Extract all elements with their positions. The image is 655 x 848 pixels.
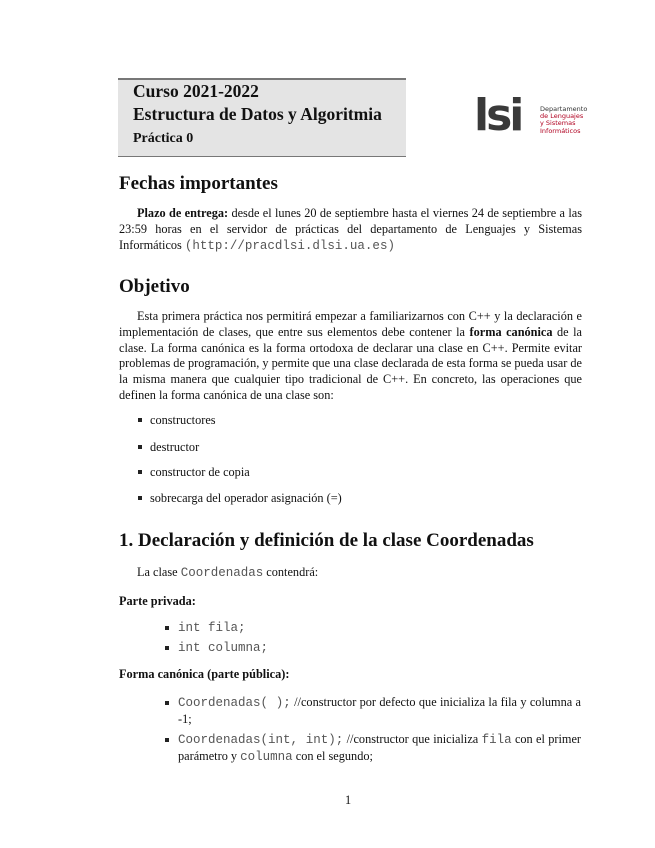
list-item: constructor de copia <box>138 465 250 480</box>
public-part-title: Forma canónica (parte pública): <box>119 667 290 681</box>
list-item: destructor <box>138 440 199 455</box>
course-year: Curso 2021-2022 <box>133 81 259 101</box>
fechas-paragraph: Plazo de entrega: desde el lunes 20 de septiembre hasta el viernes 24 de septiembre a las 23:59 horas en el servidor de prácticas del departamento de Lenguajes y Sistemas Informáticos (http://pracdlsi.dlsi.ua.es) <box>119 206 583 253</box>
subject-title: Estructura de Datos y Algoritmia <box>133 104 382 124</box>
practice-label: Práctica 0 <box>133 131 194 146</box>
objetivo-paragraph: Esta primera práctica nos permitirá empezar a familiarizarnos con C++ y la declaración e implementación de clases, que entre sus elementos debe contener la forma canónica de la clase. La forma canónica es la forma ortodoxa de declarar una clase en C++. Permite evitar problemas de programación, y permite que una clase declarada de esta forma se pueda usar de la misma manera que cualquier tipo tradicional de C++. En concreto, las operaciones que definen la forma canónica de una clase son: <box>119 309 583 402</box>
logo-caption: Departamento de Lenguajes y Sistemas Informáticos <box>540 105 588 135</box>
list-item: int columna; <box>165 640 268 657</box>
submission-url: (http://pracdlsi.dlsi.ua.es) <box>184 238 395 253</box>
list-item: constructores <box>138 413 216 428</box>
section1-intro: La clase Coordenadas contendrá: <box>137 565 319 580</box>
list-item: sobrecarga del operador asignación (=) <box>138 491 342 506</box>
logo-letters: lsi <box>474 92 522 136</box>
list-item: int fila; <box>165 620 246 637</box>
private-part-title: Parte privada: <box>119 594 196 608</box>
list-item: Coordenadas(int, int); //constructor que inicializa fila con el primer parámetro y columna con el segundo; <box>165 732 581 766</box>
section-title-objetivo: Objetivo <box>119 276 190 297</box>
list-item: Coordenadas( ); //constructor por defecto que inicializa la fila y columna a -1; <box>165 695 581 728</box>
section-title-coordenadas: 1. Declaración y definición de la clase Coordenadas <box>119 530 534 551</box>
dlsi-logo <box>474 92 536 141</box>
section-title-fechas: Fechas importantes <box>119 173 278 194</box>
page-number: 1 <box>345 793 352 807</box>
